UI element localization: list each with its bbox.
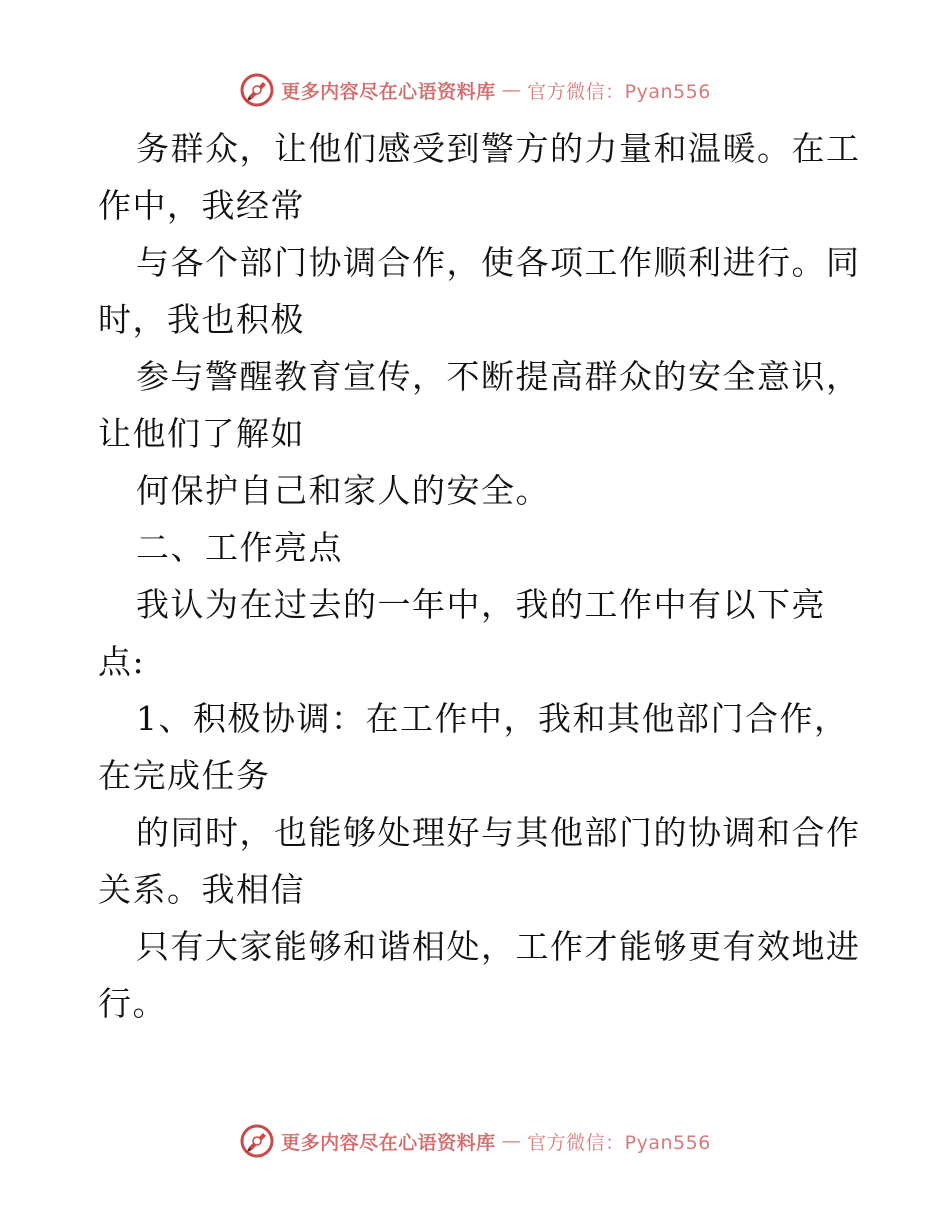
header-banner — [0, 70, 950, 110]
banner-brand-text: 更多内容尽在心语资料库 — [281, 1131, 496, 1154]
section-heading: 二、工作亮点 — [136, 528, 343, 567]
document-body — [98, 120, 861, 1032]
banner-brand-text: 更多内容尽在心语资料库 — [281, 80, 496, 103]
text-line: 作中，我经常 — [98, 186, 305, 225]
footer-banner — [0, 1121, 950, 1161]
banner-wechat-text: 官方微信：Pyan556 — [527, 1131, 711, 1154]
banner-wechat-text: 官方微信：Pyan556 — [527, 80, 711, 103]
pen-logo-icon — [239, 1123, 275, 1159]
text-line: 只有大家能够和谐相处，工作才能够更有效地进 — [136, 927, 861, 966]
banner-dash: — — [501, 79, 522, 101]
text-line: 与各个部门协调合作，使各项工作顺利进行。同 — [136, 243, 861, 282]
text-line: 关系。我相信 — [98, 870, 305, 909]
text-line: 在完成任务 — [98, 756, 271, 795]
pen-logo-icon — [239, 72, 275, 108]
text-line: 我认为在过去的一年中，我的工作中有以下亮 — [136, 585, 826, 624]
text-line: 让他们了解如 — [98, 414, 305, 453]
text-line: 时，我也积极 — [98, 300, 305, 339]
text-line: 1、积极协调：在工作中，我和其他部门合作， — [136, 699, 849, 738]
text-line: 何保护自己和家人的安全。 — [136, 471, 550, 510]
banner-dash: — — [501, 1130, 522, 1152]
text-line: 行。 — [98, 984, 167, 1023]
text-line: 务群众，让他们感受到警方的力量和温暖。在工 — [136, 129, 861, 168]
text-line: 的同时，也能够处理好与其他部门的协调和合作 — [136, 813, 861, 852]
text-line: 参与警醒教育宣传，不断提高群众的安全意识， — [136, 357, 861, 396]
text-line: 点: — [98, 642, 146, 681]
